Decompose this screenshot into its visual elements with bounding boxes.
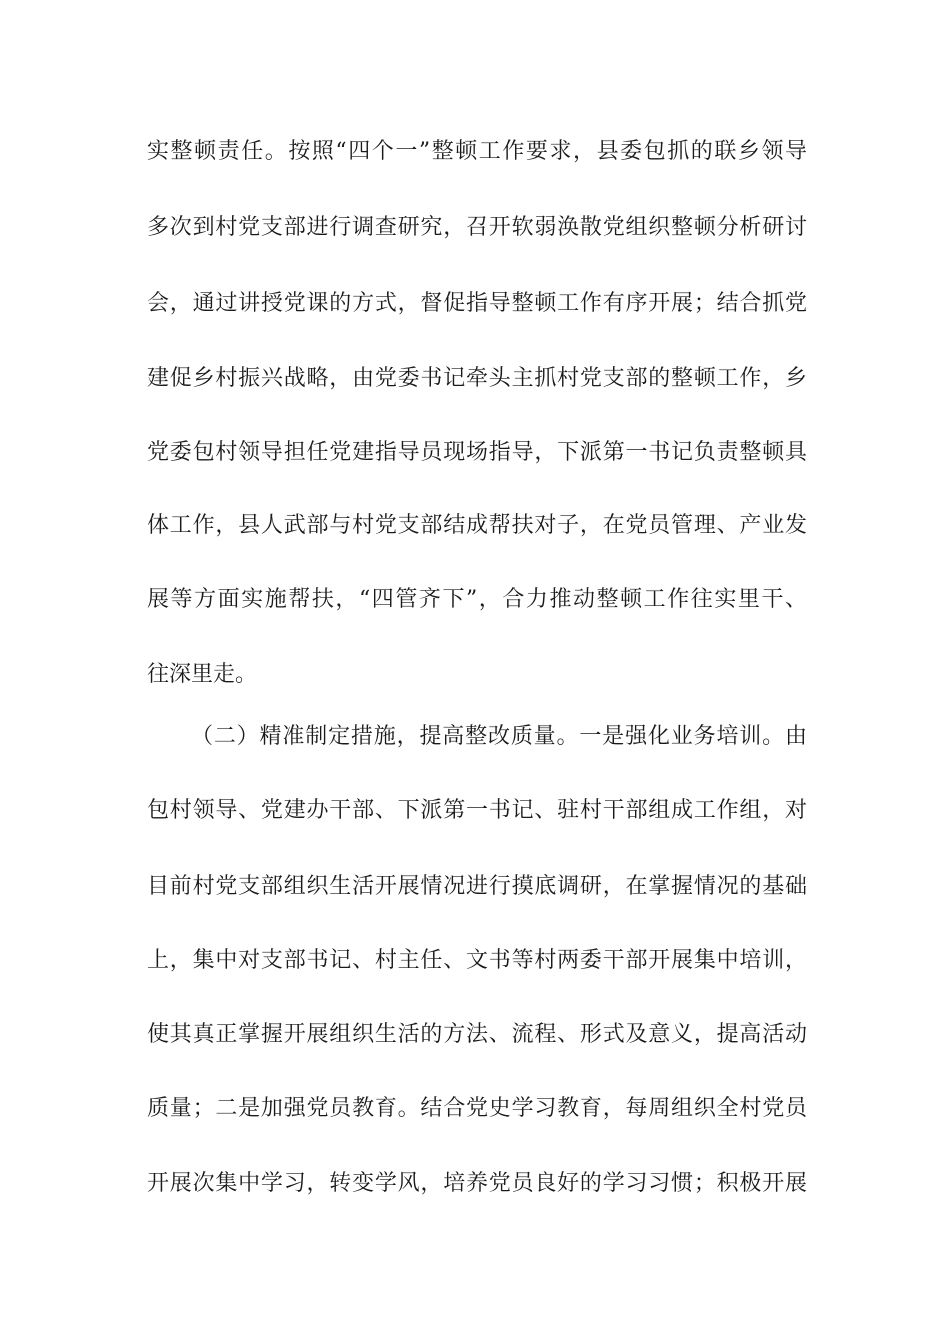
body-text-line: 包村领导、党建办干部、下派第一书记、驻村干部组成工作组，对 bbox=[147, 798, 807, 823]
body-text-line: 往深里走。 bbox=[147, 662, 258, 687]
body-text-line: 党委包村领导担任党建指导员现场指导，下派第一书记负责整顿具 bbox=[147, 440, 807, 465]
body-text-line: 多次到村党支部进行调查研究，召开软弱涣散党组织整顿分析研讨 bbox=[147, 215, 807, 240]
body-text-line: 开展次集中学习，转变学风，培养党员良好的学习习惯；积极开展 bbox=[147, 1171, 807, 1196]
body-text-line: 使其真正掌握开展组织生活的方法、流程、形式及意义，提高活动 bbox=[147, 1022, 807, 1047]
body-text-line: 建促乡村振兴战略，由党委书记牵头主抓村党支部的整顿工作，乡 bbox=[147, 366, 807, 391]
body-text-line: 体工作，县人武部与村党支部结成帮扶对子，在党员管理、产业发 bbox=[147, 513, 807, 538]
body-text-line: 目前村党支部组织生活开展情况进行摸底调研，在掌握情况的基础 bbox=[147, 874, 807, 899]
body-text-line: 上，集中对支部书记、村主任、文书等村两委干部开展集中培训， bbox=[147, 948, 807, 973]
body-text-line: 展等方面实施帮扶，“四管齐下”，合力推动整顿工作往实里干、 bbox=[147, 587, 807, 612]
body-text-line: 会，通过讲授党课的方式，督促指导整顿工作有序开展；结合抓党 bbox=[147, 291, 807, 316]
section-heading-line: （二）精准制定措施，提高整改质量。一是强化业务培训。由 bbox=[191, 724, 807, 749]
body-text-line: 质量；二是加强党员教育。结合党史学习教育，每周组织全村党员 bbox=[147, 1096, 807, 1121]
body-text-line: 实整顿责任。按照“四个一”整顿工作要求，县委包抓的联乡领导 bbox=[147, 139, 807, 164]
